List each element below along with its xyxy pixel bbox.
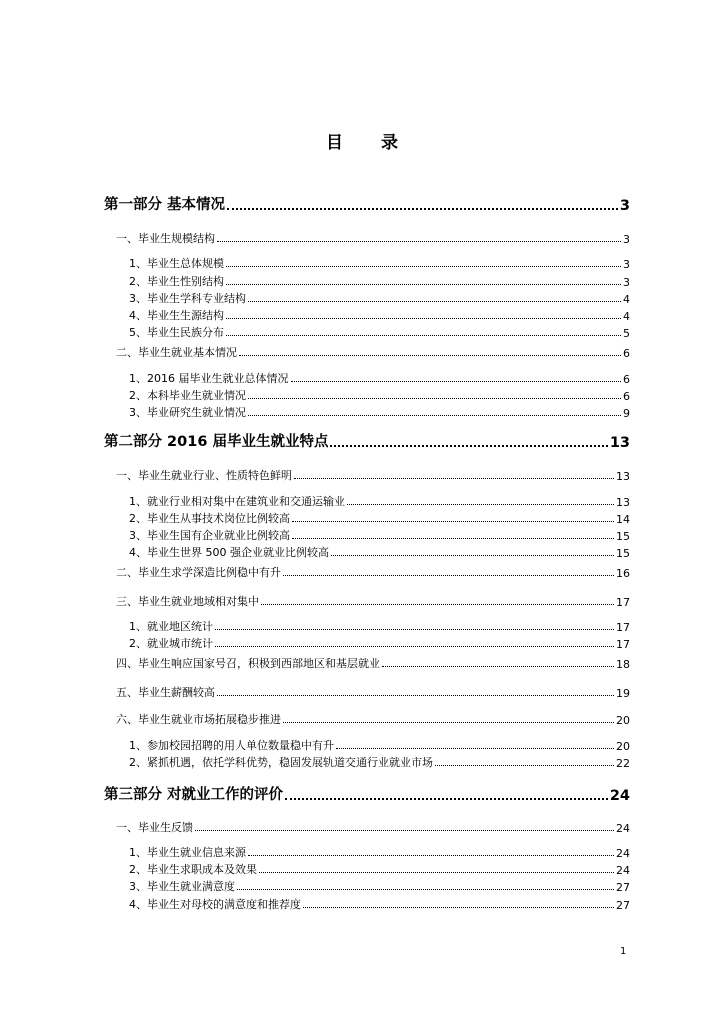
toc-entry-label: 5、毕业生民族分布	[129, 326, 224, 339]
toc-entry-label: 2、紧抓机遇，依托学科优势，稳固发展轨道交通行业就业市场	[129, 756, 433, 769]
toc-dot-leader	[248, 415, 621, 416]
toc-entry-page: 27	[616, 899, 630, 912]
page-number: 1	[620, 946, 627, 957]
toc-subsection-entry[interactable]	[129, 756, 630, 770]
toc-dot-leader	[226, 335, 621, 336]
toc-dot-leader	[435, 765, 614, 766]
toc-entry-label: 第三部分 对就业工作的评价	[104, 787, 284, 803]
toc-entry-page: 6	[623, 347, 630, 360]
toc-entry-label: 2、毕业生从事技术岗位比例较高	[129, 512, 290, 525]
toc-entry-page: 15	[616, 530, 630, 543]
toc-dot-leader	[336, 748, 614, 749]
toc-subsection-entry[interactable]	[129, 546, 630, 560]
toc-entry-label: 1、毕业生总体规模	[129, 257, 224, 270]
toc-entry-label: 三、毕业生就业地域相对集中	[116, 595, 259, 608]
toc-entry-label: 一、毕业生就业行业、性质特色鲜明	[116, 469, 292, 482]
toc-dot-leader	[227, 208, 618, 210]
toc-entry-label: 1、2016 届毕业生就业总体情况	[129, 372, 289, 385]
toc-dot-leader	[347, 504, 614, 505]
toc-entry-page: 19	[616, 687, 630, 700]
toc-entry-label: 3、毕业研究生就业情况	[129, 406, 246, 419]
toc-entry-label: 第一部分 基本情况	[104, 197, 226, 213]
toc-dot-leader	[292, 538, 614, 539]
toc-subsection-entry[interactable]	[129, 637, 630, 651]
toc-entry-page: 13	[616, 470, 630, 483]
toc-entry-label: 一、毕业生规模结构	[116, 232, 215, 245]
toc-entry-page: 13	[609, 435, 630, 451]
toc-entry-page: 27	[616, 881, 630, 894]
toc-dot-leader	[331, 555, 614, 556]
toc-section-entry[interactable]	[116, 657, 630, 671]
toc-dot-leader	[215, 629, 614, 630]
toc-entry-label: 第二部分 2016 届毕业生就业特点	[104, 434, 329, 450]
toc-subsection-entry[interactable]	[129, 326, 630, 340]
toc-subsection-entry[interactable]	[129, 898, 630, 912]
toc-entry-label: 五、毕业生薪酬较高	[116, 686, 215, 699]
toc-subsection-entry[interactable]	[129, 389, 630, 403]
toc-dot-leader	[303, 907, 614, 908]
toc-title: 目 录	[326, 133, 414, 153]
toc-entry-page: 9	[623, 407, 630, 420]
toc-subsection-entry[interactable]	[129, 495, 630, 509]
toc-dot-leader	[261, 604, 614, 605]
toc-subsection-entry[interactable]	[129, 406, 630, 420]
toc-entry-label: 六、毕业生就业市场拓展稳步推进	[116, 713, 281, 726]
toc-entry-label: 2、就业城市统计	[129, 637, 213, 650]
toc-subsection-entry[interactable]	[129, 529, 630, 543]
toc-dot-leader	[217, 695, 614, 696]
toc-subsection-entry[interactable]	[129, 512, 630, 526]
toc-dot-leader	[248, 855, 614, 856]
toc-dot-leader	[283, 722, 614, 723]
toc-dot-leader	[330, 445, 607, 447]
toc-entry-page: 18	[616, 658, 630, 671]
toc-entry-page: 17	[616, 621, 630, 634]
toc-section-entry[interactable]	[116, 566, 630, 580]
toc-entry-page: 6	[623, 373, 630, 386]
toc-subsection-entry[interactable]	[129, 309, 630, 323]
toc-entry-label: 1、毕业生就业信息来源	[129, 846, 246, 859]
toc-part-entry[interactable]	[104, 196, 630, 214]
toc-entry-page: 22	[616, 757, 630, 770]
toc-subsection-entry[interactable]	[129, 257, 630, 271]
toc-dot-leader	[195, 830, 614, 831]
toc-entry-label: 一、毕业生反馈	[116, 821, 193, 834]
toc-entry-label: 2、本科毕业生就业情况	[129, 389, 246, 402]
toc-dot-leader	[382, 666, 614, 667]
toc-dot-leader	[292, 521, 614, 522]
toc-dot-leader	[239, 355, 621, 356]
toc-section-entry[interactable]	[116, 686, 630, 700]
toc-entry-page: 14	[616, 513, 630, 526]
toc-entry-label: 3、毕业生就业满意度	[129, 880, 235, 893]
toc-dot-leader	[291, 381, 622, 382]
toc-dot-leader	[259, 872, 614, 873]
toc-dot-leader	[283, 575, 614, 576]
toc-entry-label: 四、毕业生响应国家号召，积极到西部地区和基层就业	[116, 657, 380, 670]
toc-entry-page: 24	[609, 788, 630, 804]
toc-entry-page: 17	[616, 638, 630, 651]
toc-entry-label: 4、毕业生生源结构	[129, 309, 224, 322]
toc-entry-label: 3、毕业生国有企业就业比例较高	[129, 529, 290, 542]
toc-dot-leader	[226, 284, 621, 285]
toc-entry-page: 3	[623, 276, 630, 289]
toc-subsection-entry[interactable]	[129, 372, 630, 386]
toc-entry-label: 1、就业地区统计	[129, 620, 213, 633]
toc-entry-page: 3	[623, 233, 630, 246]
toc-dot-leader	[285, 798, 608, 800]
toc-entry-label: 2、毕业生求职成本及效果	[129, 863, 257, 876]
toc-subsection-entry[interactable]	[129, 846, 630, 860]
toc-dot-leader	[226, 266, 621, 267]
toc-subsection-entry[interactable]	[129, 292, 630, 306]
toc-dot-leader	[248, 301, 621, 302]
toc-entry-page: 6	[623, 390, 630, 403]
toc-dot-leader	[294, 478, 614, 479]
toc-entry-label: 1、就业行业相对集中在建筑业和交通运输业	[129, 495, 345, 508]
toc-part-entry[interactable]	[104, 786, 630, 804]
toc-entry-label: 二、毕业生求学深造比例稳中有升	[116, 566, 281, 579]
toc-entry-page: 16	[616, 567, 630, 580]
toc-entry-page: 20	[616, 740, 630, 753]
toc-dot-leader	[248, 398, 621, 399]
toc-entry-page: 3	[619, 198, 630, 214]
toc-entry-page: 13	[616, 496, 630, 509]
toc-section-entry[interactable]	[116, 346, 630, 360]
toc-subsection-entry[interactable]	[129, 275, 630, 289]
toc-entry-label: 二、毕业生就业基本情况	[116, 346, 237, 359]
toc-entry-page: 3	[623, 258, 630, 271]
toc-dot-leader	[226, 318, 621, 319]
toc-entry-page: 4	[623, 293, 630, 306]
toc-dot-leader	[217, 241, 621, 242]
toc-dot-leader	[215, 646, 614, 647]
toc-entry-label: 3、毕业生学科专业结构	[129, 292, 246, 305]
toc-section-entry[interactable]	[116, 232, 630, 246]
toc-entry-page: 5	[623, 327, 630, 340]
toc-subsection-entry[interactable]	[129, 620, 630, 634]
toc-subsection-entry[interactable]	[129, 880, 630, 894]
toc-entry-page: 4	[623, 310, 630, 323]
toc-entry-page: 20	[616, 714, 630, 727]
toc-entry-page: 24	[616, 822, 630, 835]
toc-entry-label: 4、毕业生对母校的满意度和推荐度	[129, 898, 301, 911]
toc-part-entry[interactable]	[104, 433, 630, 451]
toc-entry-label: 1、参加校园招聘的用人单位数量稳中有升	[129, 739, 334, 752]
toc-entry-label: 4、毕业生世界 500 强企业就业比例较高	[129, 546, 329, 559]
toc-section-entry[interactable]	[116, 595, 630, 609]
toc-dot-leader	[237, 889, 614, 890]
toc-entry-page: 15	[616, 547, 630, 560]
toc-section-entry[interactable]	[116, 821, 630, 835]
toc-section-entry[interactable]	[116, 469, 630, 483]
toc-entry-label: 2、毕业生性别结构	[129, 275, 224, 288]
toc-entry-page: 17	[616, 596, 630, 609]
toc-entry-page: 24	[616, 864, 630, 877]
toc-section-entry[interactable]	[116, 713, 630, 727]
toc-subsection-entry[interactable]	[129, 863, 630, 877]
toc-entry-page: 24	[616, 847, 630, 860]
toc-subsection-entry[interactable]	[129, 739, 630, 753]
